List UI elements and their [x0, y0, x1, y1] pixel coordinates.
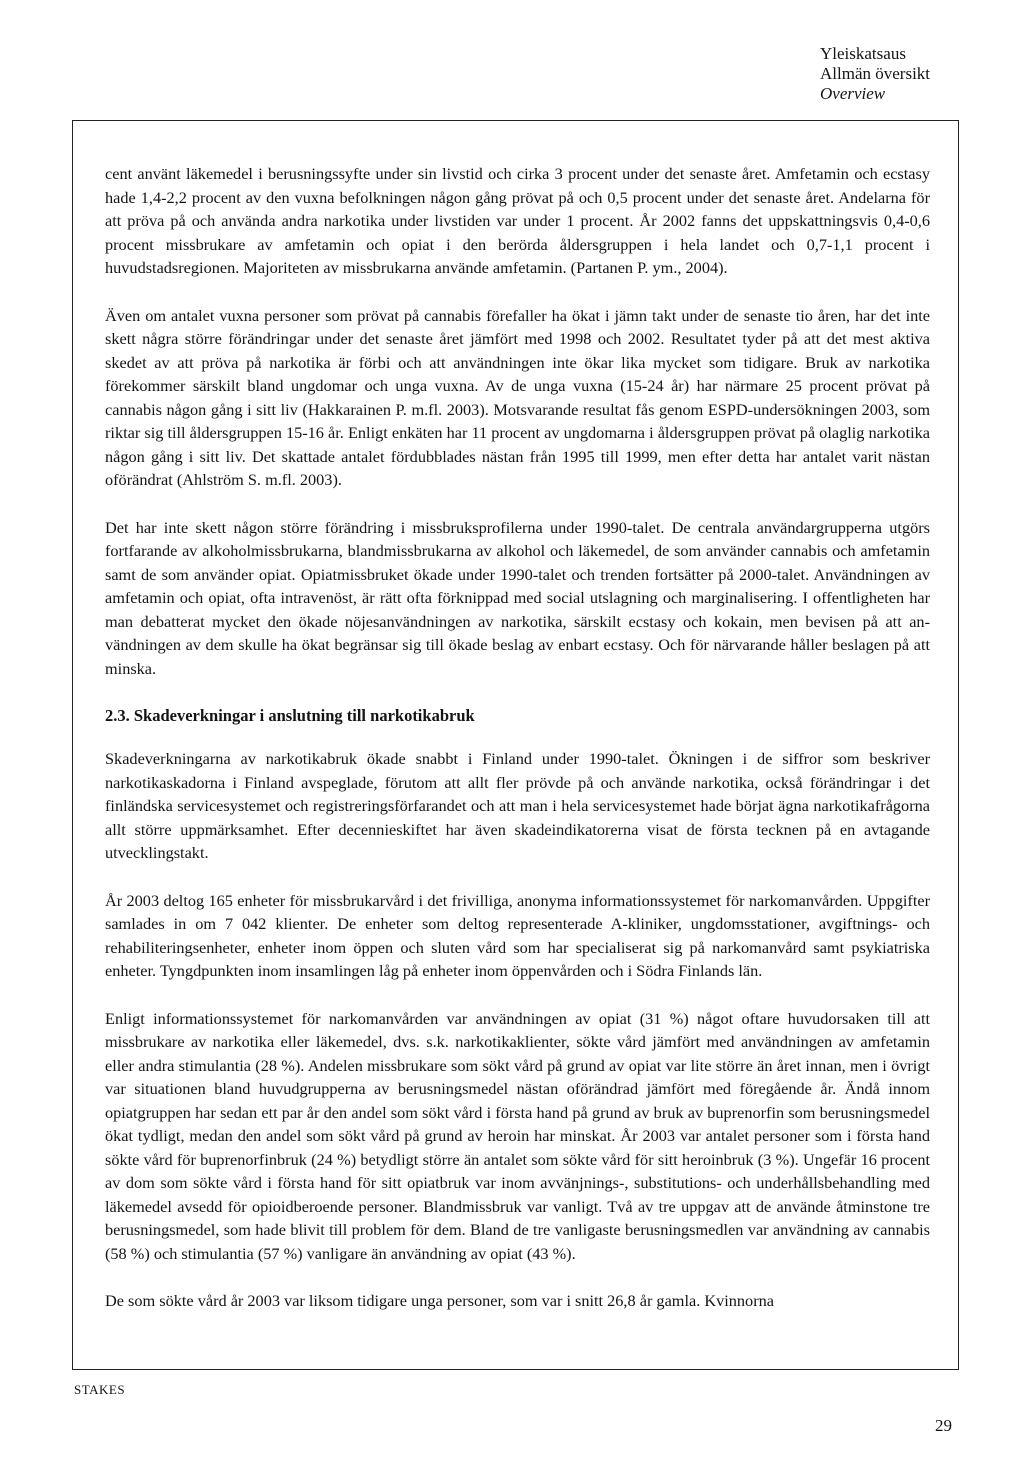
- section-paragraph-3: Enligt informationssystemet för narkomanvården var användningen av opiat (31 %) något oftare huvudorsaken till att missbrukare av narkotika eller läkemedel, dvs. s.k. narkotikaklienter, sökte vård jämfört med användningen av amfetamin eller andra stimulantia (28 %). Andelen missbrukare som sökt vård på grund av opiat var lite större än året innan, men i övrigt var situationen bland huvudgrupperna av berusningsmedel nästan oförändrad jämfört med föregående år. Ändå innom opiatgruppen har sedan ett par år den andel som sökt vård i första hand på grund av bruk av buprenorfin som berusningsmedel ökat tydligt, medan den andel som sökt vård på grund av heroin har minskat. År 2003 var antalet personer som i första hand sökte vård för buprenorfinbruk (24 %) betydligt större än antalet som sökte vård för sitt heroinbruk (3 %). Ungefär 16 procent av dom som sökte vård i första hand för sitt opiatbruk var inom avvänjnings-, substitutions- och underhållsbehandling med läkemedel avsedd för opioidberoende personer. Blandmissbruk var vanligt. Två av tre uppgav att de använde åtminstone tre berusningsmedel, som hade blivit till problem för dem. Bland de tre vanligaste berusningsmedlen var användning av cannabis (58 %) och stimulantia (57 %) vanligare än användning av opiat (43 %).: [105, 1008, 930, 1263]
- section-paragraph-1: Skadeverkningarna av narkotikabruk ökade snabbt i Finland under 1990-talet. Ökningen i de siffror som beskriver narkotikaskadorna i Finland avspeglade, förutom att allt fler prövde på och använde narkotika, också förändringar i det finländska servicesystemet och registreringsförfarandet och att man i hela servicesystemet hade börjat ägna narkotikafrågorna allt större uppmärksamhet. Efter decennieskiftet har även skadeindikatorerna visat de första tecknen på en avtagande utvecklingstakt.: [105, 749, 930, 862]
- section-heading: 2.3. Skadeverkningar i anslutning till narkotikabruk: [105, 706, 475, 725]
- page-number: 29: [935, 1416, 952, 1435]
- section-paragraph-2: År 2003 deltog 165 enheter för missbrukarvård i det frivilliga, anonyma informationssystemet för narkomanvården. Uppgifter samlades in om 7 042 klienter. De enheter som deltog representerade A-kliniker, ungdomsstationer, avgiftnings- och rehabiliteringsenheter, enheter inom öppen och sluten vård som har specialiserat sig på narkomanvård samt psykiatriska enheter. Tyngdpunkten inom insamlingen låg på enheter inom öppenvården och i Södra Finlands län.: [105, 890, 930, 980]
- running-header: [820, 44, 1000, 104]
- header-line-finnish: Yleiskatsaus: [820, 44, 906, 63]
- paragraph-2: Även om antalet vuxna personer som prövat på cannabis förefaller ha ökat i jämn takt under de senaste tio åren, har det inte skett några större förändringar under det senaste året jämfört med 1998 och 2002. Resultatet tyder på att det mest aktiva skedet av att pröva på narkotika är förbi och att användningen inte ökar lika mycket som tidigare. Bruk av narkotika förekommer särskilt bland ungdomar och unga vuxna. Av de unga vuxna (15-24 år) har närmare 25 procent prövat på cannabis någon gång i sitt liv (Hakkarainen P. m.fl. 2003). Motsvarande resultat fås genom ESPD-undersökningen 2003, som riktar sig till åldersgruppen 15-16 år. Enligt enkäten har 11 procent av ungdomarna i åldersgruppen prövat på olaglig narkotika någon gång i sitt liv. Det skattade antalet fördubblades nästan från 1995 till 1999, men efter detta har antalet varit nästan oförändrat (Ahlström S. m.fl. 2003).: [105, 305, 930, 489]
- publisher-label: STAKES: [74, 1382, 126, 1397]
- body-text: [105, 162, 930, 1337]
- header-line-english: Overview: [820, 84, 886, 103]
- header-line-swedish: Allmän översikt: [820, 64, 931, 83]
- paragraph-3: Det har inte skett någon större förändring i missbruksprofilerna under 1990-talet. De centrala användargrupperna utgörs fortfarande av alkoholmissbrukarna, blandmissbrukarna av alkohol och läkemedel, de som använder cannabis och amfetamin samt de som använder opiat. Opiatmissbruket ökade under 1990-talet och trenden fortsätter på 2000-talet. Användningen av amfetamin och opiat, ofta intravenöst, är rätt ofta förknippad med social utslagning och marginalisering. I offentligheten har man debatterat mycket den ökade nöjesanvändningen av narkotika, särskilt ecstasy och kokain, men bevisen på att användningen av dem skulle ha ökat begränsar sig till ökade beslag av enbart ecstasy. Och för närvarande håller beslagen på att minska.: [105, 517, 930, 678]
- paragraph-1: cent använt läkemedel i berusningssyfte under sin livstid och cirka 3 procent under det senaste året. Amfetamin och ecstasy hade 1,4-2,2 procent av den vuxna befolkningen någon gång prövat på och 0,5 procent under det senaste året. Andelarna för att pröva på och använda andra narkotika under livstiden var under 1 procent. År 2002 fanns det uppskattningsvis 0,4-0,6 procent missbrukare av amfetamin och opiat i den berörda åldersgruppen i hela landet och 0,7-1,1 procent i huvudstadsregionen. Majoriteten av missbrukarna använde amfetamin. (Partanen P. ym., 2004).: [105, 164, 930, 277]
- section-paragraph-4: De som sökte vård år 2003 var liksom tidigare unga personer, som var i snitt 26,8 år gamla. Kvinnorna: [105, 1291, 774, 1310]
